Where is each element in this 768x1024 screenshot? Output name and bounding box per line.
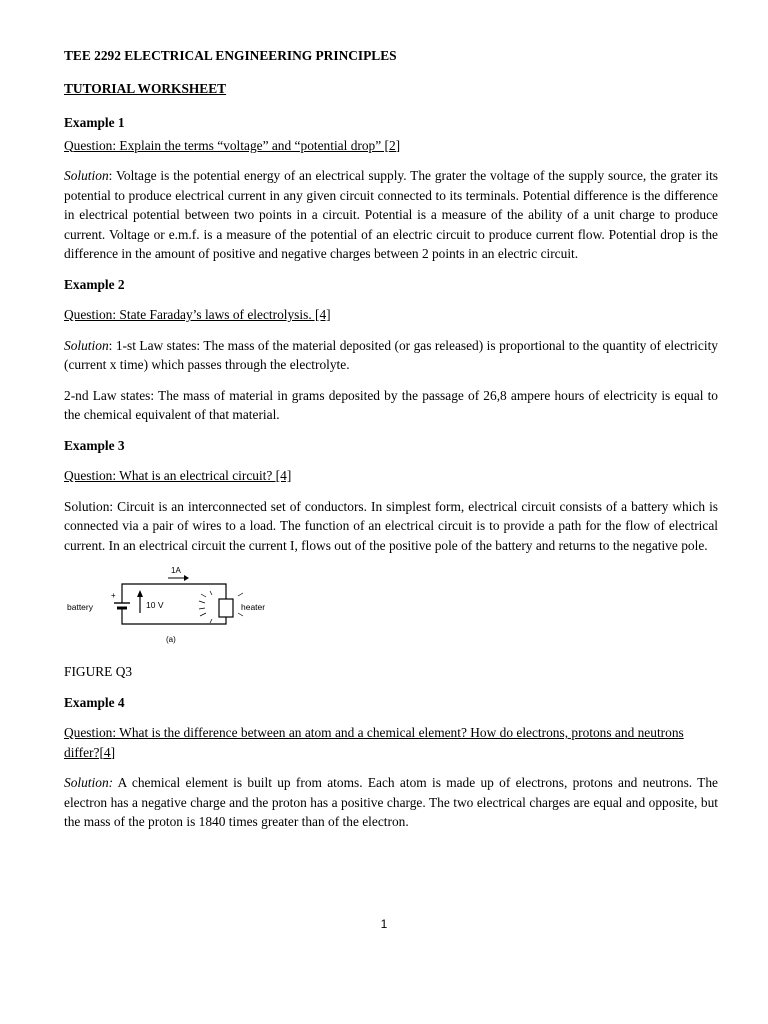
heater-resistor bbox=[219, 599, 233, 617]
example-4-question: Question: What is the difference between an atom and a chemical element? How do electrons, protons and neutrons differ?[4] bbox=[64, 725, 684, 760]
example-1-solution bbox=[64, 166, 718, 264]
current-label: 1A bbox=[171, 566, 181, 575]
page-number: 1 bbox=[380, 917, 388, 931]
solution-text: : Voltage is the potential energy of an electrical supply. The grater the voltage of the supply source, the grater its potential to produce electrical current in any given circuit connected to its terminals. Potential difference is the difference in electrical potential between two points in a circuit. Potential is a measure of the ability of a unit charge to produce current. Voltage or e.m.f. is a measure of the potential of an electric circuit to produce current flow. Potential drop is the difference in the amount of positive and negative charges between 2 points in an electric circuit. bbox=[64, 168, 718, 261]
example-3-question: Question: What is an electrical circuit? [4] bbox=[64, 468, 292, 483]
example-2-heading: Example 2 bbox=[64, 276, 125, 292]
example-2-second-law: 2-nd Law states: The mass of material in grams deposited by the passage of 26,8 ampere hours of electricity is equal to the chemical equivalent of that material. bbox=[64, 387, 718, 422]
example-2-question: Question: State Faraday’s laws of electrolysis. [4] bbox=[64, 307, 331, 322]
solution-label: Solution: bbox=[64, 775, 114, 790]
circuit-wire bbox=[122, 584, 226, 603]
document-subtitle: TUTORIAL WORKSHEET bbox=[64, 80, 227, 96]
document-title: TEE 2292 ELECTRICAL ENGINEERING PRINCIPLES bbox=[64, 48, 397, 63]
solution-label: Solution bbox=[64, 168, 109, 183]
solution-label: Solution bbox=[64, 337, 109, 353]
heater-label: heater bbox=[241, 602, 266, 612]
voltage-arrowhead bbox=[137, 590, 143, 597]
example-2-solution bbox=[64, 336, 718, 375]
example-4-solution bbox=[64, 773, 718, 832]
circuit-diagram bbox=[60, 566, 290, 646]
example-1-heading: Example 1 bbox=[64, 115, 125, 130]
document-page bbox=[64, 46, 718, 843]
solution-text: : 1-st Law states: The mass of the material deposited (or gas released) is proportional to the quantity of electricity (current x time) which passes through the electrolyte. bbox=[64, 337, 718, 372]
circuit-figure bbox=[60, 566, 290, 646]
example-1-question: Question: Explain the terms “voltage” and “potential drop” [2] bbox=[64, 137, 401, 153]
battery-label: battery bbox=[67, 602, 93, 612]
example-4-heading: Example 4 bbox=[64, 694, 125, 710]
example-3-solution: Solution: Circuit is an interconnected set of conductors. In simplest form, electrical circuit consists of a battery which is connected via a pair of wires to a load. The function of an electrical circuit is to provide a path for the flow of electrical current. In an electrical circuit the current I, flows out of the positive pole of the battery and returns to the negative pole. bbox=[64, 498, 718, 553]
voltage-label: 10 V bbox=[146, 600, 164, 610]
figure-sublabel: (a) bbox=[166, 635, 176, 644]
example-3-heading: Example 3 bbox=[64, 437, 125, 453]
solution-text: A chemical element is built up from atoms. Each atom is made up of electrons, protons and neutrons. The electron has a negative charge and the proton has a positive charge. The two electrical charges are equal and opposite, but the mass of the proton is 1840 times greater than of the electron. bbox=[64, 775, 718, 829]
plus-label: + bbox=[111, 591, 116, 600]
current-arrowhead bbox=[184, 575, 189, 581]
figure-caption: FIGURE Q3 bbox=[64, 664, 133, 679]
